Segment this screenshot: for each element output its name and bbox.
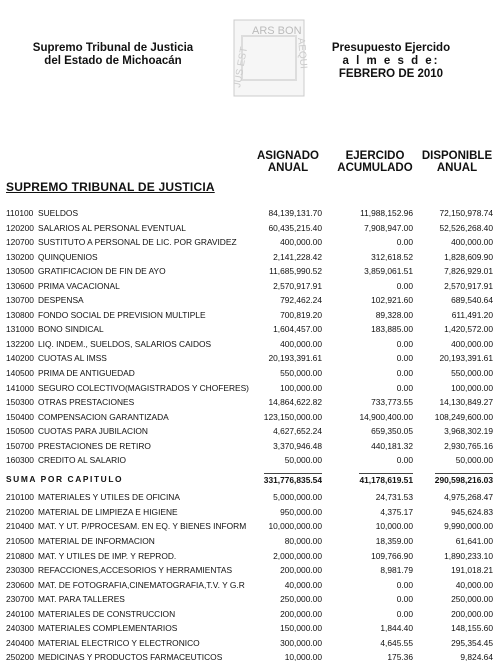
- ejercido-value: 4,645.55: [380, 637, 413, 648]
- asignado-value: 400,000.00: [280, 338, 322, 349]
- column-header-line: ANUAL: [267, 162, 309, 174]
- disponible-value: 400,000.00: [451, 237, 493, 248]
- asignado-value: 84,139,131.70: [268, 208, 322, 218]
- account-description: BONO SINDICAL: [38, 324, 104, 335]
- ejercido-value: 0.00: [396, 579, 413, 590]
- asignado-value: 200,000.00: [280, 565, 322, 576]
- account-description: DESPENSA: [38, 295, 84, 306]
- account-description: CUOTAS PARA JUBILACION: [38, 426, 148, 437]
- account-description: MAT. PARA TALLERES: [38, 594, 125, 605]
- account-code: 210100: [6, 492, 34, 503]
- account-code: 240300: [6, 623, 34, 634]
- asignado-value: 250,000.00: [280, 594, 322, 605]
- account-code: 130200: [6, 251, 34, 262]
- table-row: [0, 206, 500, 221]
- account-description: SEGURO COLECTIVO(MAGISTRADOS Y CHOFERES): [38, 382, 249, 393]
- report-title: Presupuesto Ejercido: [331, 42, 451, 54]
- asignado-value: 50,000.00: [284, 455, 322, 466]
- account-description: MATERIAL DE INFORMACION: [38, 536, 155, 547]
- account-description: MEDICINAS Y PRODUCTOS FARMACEUTICOS: [38, 652, 223, 663]
- disponible-value: 72,150,978.74: [439, 208, 493, 218]
- table-row: [0, 381, 500, 396]
- column-header-line: EJERCIDO: [345, 150, 405, 162]
- ejercido-value: 14,900,400.00: [359, 411, 413, 422]
- ejercido-value: 4,375.17: [380, 506, 413, 517]
- asignado-value: 4,627,652.24: [273, 426, 322, 437]
- asignado-value: 150,000.00: [280, 623, 322, 634]
- disponible-value: 295,354.45: [451, 637, 493, 648]
- account-code: 240100: [6, 608, 34, 619]
- ejercido-value: 0.00: [396, 608, 413, 619]
- asignado-value: 792,462.24: [280, 295, 322, 306]
- ejercido-value: 0.00: [396, 382, 413, 393]
- account-description: SALARIOS AL PERSONAL EVENTUAL: [38, 222, 186, 233]
- account-description: REFACCIONES,ACCESORIOS Y HERRAMIENTAS: [38, 565, 233, 576]
- table-row: [0, 453, 500, 468]
- asignado-value: 550,000.00: [280, 368, 322, 379]
- column-header-ejercido: [330, 150, 420, 174]
- disponible-value: 191,018.21: [451, 565, 493, 576]
- account-code: 150500: [6, 426, 34, 437]
- ejercido-value: 175.36: [387, 652, 413, 663]
- disponible-value: 3,968,302.19: [444, 426, 493, 437]
- ejercido-value: 733,773.55: [371, 397, 413, 408]
- account-code: 110100: [6, 208, 34, 218]
- account-code: 210200: [6, 506, 34, 517]
- sum-asignado: 331,776,835.54: [263, 474, 322, 485]
- asignado-value: 14,864,622.82: [268, 397, 322, 408]
- disponible-value: 9,990,000.00: [444, 521, 493, 532]
- disponible-value: 400,000.00: [451, 338, 493, 349]
- ejercido-value: 7,908,947.00: [364, 222, 413, 233]
- table-row: [0, 424, 500, 439]
- report-period: FEBRERO DE 2010: [338, 68, 444, 80]
- account-description: MAT. DE FOTOGRAFIA,CINEMATOGRAFIA,T.V. Y G.R: [38, 579, 245, 590]
- report-period-label: a l m e s d e:: [342, 55, 440, 67]
- disponible-value: 14,130,849.27: [439, 397, 493, 408]
- account-code: 210800: [6, 550, 34, 561]
- asignado-value: 300,000.00: [280, 637, 322, 648]
- asignado-value: 5,000,000.00: [273, 492, 322, 503]
- ejercido-value: 0.00: [396, 237, 413, 248]
- account-code: 130700: [6, 295, 34, 306]
- disponible-value: 689,540.64: [451, 295, 493, 306]
- disponible-value: 1,420,572.00: [444, 324, 493, 335]
- disponible-value: 108,249,600.00: [434, 411, 493, 422]
- asignado-value: 1,604,457.00: [273, 324, 322, 335]
- ejercido-value: 8,981.79: [380, 565, 413, 576]
- account-description: SUELDOS: [38, 208, 79, 218]
- account-description: CUOTAS AL IMSS: [38, 353, 107, 364]
- organization-header: [0, 42, 226, 68]
- table-row: [0, 578, 500, 593]
- account-description: GRATIFICACION DE FIN DE AYO: [38, 266, 166, 277]
- table-row: [0, 505, 500, 520]
- chapter-100-rows: [0, 206, 500, 468]
- table-row: [0, 563, 500, 578]
- ejercido-value: 18,359.00: [375, 536, 413, 547]
- column-header-line: ANUAL: [436, 162, 478, 174]
- account-description: QUINQUENIOS: [38, 251, 98, 262]
- asignado-value: 40,000.00: [284, 579, 322, 590]
- ejercido-value: 0.00: [396, 353, 413, 364]
- ejercido-value: 0.00: [396, 594, 413, 605]
- asignado-value: 80,000.00: [284, 536, 322, 547]
- ejercido-value: 440,181.32: [371, 440, 413, 451]
- account-code: 132200: [6, 338, 34, 349]
- account-code: 230300: [6, 565, 34, 576]
- account-description: MATERIALES COMPLEMENTARIOS: [38, 623, 178, 634]
- sum-disponible: 290,598,216.03: [434, 474, 493, 485]
- ejercido-value: 89,328.00: [375, 309, 413, 320]
- disponible-value: 52,526,268.40: [439, 222, 493, 233]
- table-row: [0, 549, 500, 564]
- account-code: 120700: [6, 237, 34, 248]
- section-title: SUPREMO TRIBUNAL DE JUSTICIA: [6, 180, 215, 194]
- svg-text:JUS EST: JUS EST: [232, 46, 251, 89]
- table-row: [0, 607, 500, 622]
- sum-row: [0, 472, 500, 487]
- asignado-value: 60,435,215.40: [268, 222, 322, 233]
- table-row: [0, 308, 500, 323]
- table-row: [0, 592, 500, 607]
- account-description: MAT. Y UTILES DE IMP. Y REPROD.: [38, 550, 177, 561]
- ejercido-value: 183,885.00: [371, 324, 413, 335]
- ejercido-value: 102,921.60: [371, 295, 413, 306]
- account-description: MATERIAL ELECTRICO Y ELECTRONICO: [38, 637, 200, 648]
- asignado-value: 700,819.20: [280, 309, 322, 320]
- ejercido-value: 109,766.90: [371, 550, 413, 561]
- ejercido-value: 1,844.40: [380, 623, 413, 634]
- account-description: MAT. Y UT. P/PROCESAM. EN EQ. Y BIENES INFORM: [38, 521, 247, 532]
- column-header-disponible: [412, 150, 502, 174]
- disponible-value: 20,193,391.61: [439, 353, 493, 364]
- account-code: 150300: [6, 397, 34, 408]
- disponible-value: 100,000.00: [451, 382, 493, 393]
- table-row: [0, 322, 500, 337]
- asignado-value: 400,000.00: [280, 237, 322, 248]
- column-header-asignado: [248, 150, 328, 174]
- account-code: 130500: [6, 266, 34, 277]
- chapter-200-rows: [0, 490, 500, 665]
- disponible-value: 250,000.00: [451, 594, 493, 605]
- account-description: COMPENSACION GARANTIZADA: [38, 411, 169, 422]
- column-header-line: ACUMULADO: [337, 162, 413, 174]
- asignado-value: 10,000,000.00: [268, 521, 322, 532]
- disponible-value: 550,000.00: [451, 368, 493, 379]
- account-description: MATERIAL DE LIMPIEZA E HIGIENE: [38, 506, 178, 517]
- account-description: FONDO SOCIAL DE PREVISION MULTIPLE: [38, 309, 206, 320]
- table-row: [0, 337, 500, 352]
- table-row: [0, 519, 500, 534]
- ejercido-value: 11,988,152.96: [360, 208, 413, 218]
- account-description: PRIMA DE ANTIGUEDAD: [38, 368, 135, 379]
- table-row: [0, 636, 500, 651]
- svg-text:AEQUI: AEQUI: [295, 37, 309, 70]
- column-header-line: DISPONIBLE: [421, 150, 493, 162]
- organization-name: Supremo Tribunal de Justicia: [32, 42, 194, 54]
- table-row: [0, 264, 500, 279]
- disponible-value: 4,975,268.47: [444, 492, 493, 503]
- account-code: 141000: [6, 382, 34, 393]
- disponible-value: 40,000.00: [455, 579, 493, 590]
- table-row: [0, 351, 500, 366]
- account-code: 131000: [6, 324, 34, 335]
- table-row: [0, 366, 500, 381]
- disponible-value: 7,826,929.01: [444, 266, 493, 277]
- table-row: [0, 221, 500, 236]
- table-row: [0, 439, 500, 454]
- asignado-value: 10,000.00: [284, 652, 322, 663]
- table-row: [0, 534, 500, 549]
- account-code: 230600: [6, 579, 34, 590]
- report-header: [318, 42, 464, 81]
- table-row: [0, 650, 500, 665]
- ejercido-value: 0.00: [396, 338, 413, 349]
- account-code: 150700: [6, 440, 34, 451]
- asignado-value: 2,000,000.00: [273, 550, 322, 561]
- account-code: 210400: [6, 521, 34, 532]
- account-code: 210500: [6, 536, 34, 547]
- ejercido-value: 312,618.52: [371, 251, 413, 262]
- account-code: 120200: [6, 222, 34, 233]
- account-code: 140500: [6, 368, 34, 379]
- asignado-value: 2,570,917.91: [273, 280, 322, 291]
- column-header-line: ASIGNADO: [257, 150, 319, 162]
- ejercido-value: 0.00: [396, 280, 413, 291]
- disponible-value: 9,824.64: [460, 652, 493, 663]
- sum-label: SUMA POR CAPITULO: [6, 473, 124, 484]
- disponible-value: 945,624.83: [451, 506, 493, 517]
- table-row: [0, 250, 500, 265]
- account-description: SUSTITUTO A PERSONAL DE LIC. POR GRAVIDEZ: [38, 237, 237, 248]
- account-code: 250200: [6, 652, 34, 663]
- asignado-value: 950,000.00: [280, 506, 322, 517]
- account-description: CREDITO AL SALARIO: [38, 455, 126, 466]
- disponible-value: 200,000.00: [451, 608, 493, 619]
- account-description: PRESTACIONES DE RETIRO: [38, 440, 151, 451]
- disponible-value: 148,155.60: [451, 623, 493, 634]
- account-description: OTRAS PRESTACIONES: [38, 397, 135, 408]
- account-code: 150400: [6, 411, 34, 422]
- disponible-value: 2,570,917.91: [444, 280, 493, 291]
- svg-text:ARS BON: ARS BON: [252, 25, 302, 37]
- account-code: 130800: [6, 309, 34, 320]
- seal-stamp-image: [232, 18, 309, 98]
- table-row: [0, 235, 500, 250]
- disponible-value: 2,930,765.16: [444, 440, 493, 451]
- ejercido-value: 0.00: [396, 455, 413, 466]
- table-row: [0, 293, 500, 308]
- sum-ejercido: 41,178,619.51: [359, 474, 413, 485]
- ejercido-value: 10,000.00: [375, 521, 413, 532]
- account-code: 130600: [6, 280, 34, 291]
- asignado-value: 2,141,228.42: [273, 251, 322, 262]
- account-code: 140200: [6, 353, 34, 364]
- organization-state: del Estado de Michoacán: [44, 55, 182, 67]
- asignado-value: 20,193,391.61: [268, 353, 322, 364]
- ejercido-value: 659,350.05: [371, 426, 413, 437]
- disponible-value: 611,491.20: [451, 309, 493, 320]
- account-description: MATERIALES DE CONSTRUCCION: [38, 608, 176, 619]
- disponible-value: 1,890,233.10: [444, 550, 493, 561]
- asignado-value: 11,685,990.52: [269, 266, 322, 277]
- account-code: 160300: [6, 455, 34, 466]
- asignado-value: 3,370,946.48: [273, 440, 322, 451]
- account-description: PRIMA VACACIONAL: [38, 280, 120, 291]
- asignado-value: 100,000.00: [280, 382, 322, 393]
- disponible-value: 61,641.00: [455, 536, 493, 547]
- ejercido-value: 24,731.53: [375, 492, 413, 503]
- account-description: LIQ. INDEM., SUELDOS, SALARIOS CAIDOS: [38, 338, 212, 349]
- table-row: [0, 621, 500, 636]
- table-row: [0, 490, 500, 505]
- table-row: [0, 395, 500, 410]
- table-row: [0, 410, 500, 425]
- disponible-value: 1,828,609.90: [444, 251, 493, 262]
- asignado-value: 200,000.00: [280, 608, 322, 619]
- table-row: [0, 279, 500, 294]
- asignado-value: 123,150,000.00: [263, 411, 322, 422]
- ejercido-value: 0.00: [396, 368, 413, 379]
- account-code: 230700: [6, 594, 34, 605]
- disponible-value: 50,000.00: [455, 455, 493, 466]
- account-code: 240400: [6, 637, 34, 648]
- account-description: MATERIALES Y UTILES DE OFICINA: [38, 492, 180, 503]
- ejercido-value: 3,859,061.51: [364, 266, 413, 277]
- budget-table: [0, 206, 500, 665]
